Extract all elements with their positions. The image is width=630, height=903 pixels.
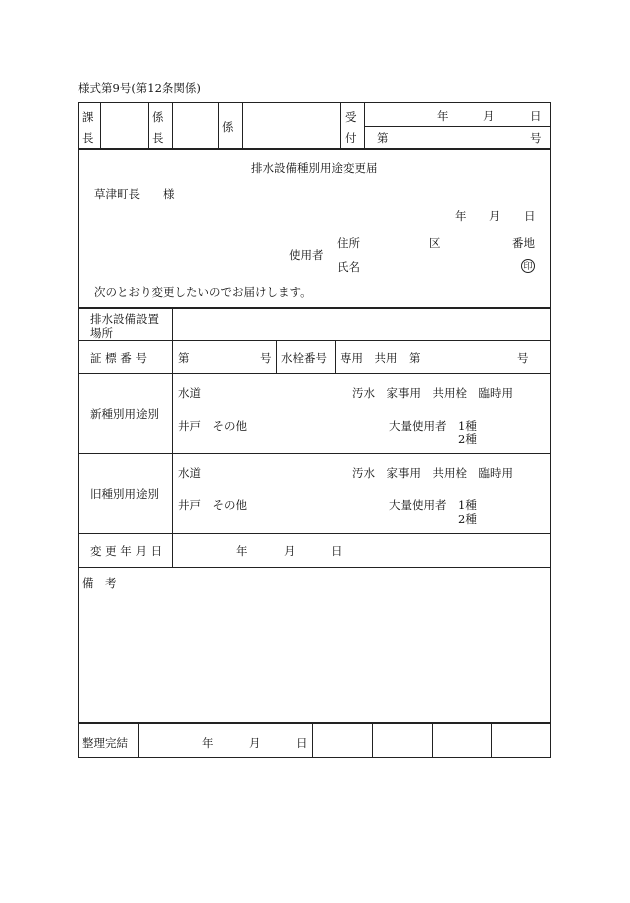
cert-go: 号 — [260, 351, 272, 365]
date-hi: 日 — [524, 209, 536, 223]
rule — [78, 722, 551, 724]
rule — [78, 453, 551, 454]
completion-tsuki: 月 — [249, 736, 261, 750]
rule — [172, 102, 173, 148]
completion-nen: 年 — [202, 736, 214, 750]
certificate-label: 証 標 番 号 — [90, 351, 147, 365]
old-ido: 井戸 その他 — [178, 498, 247, 512]
change-tsuki: 月 — [284, 544, 296, 558]
rule — [276, 340, 277, 373]
old-use-label: 旧種別用途別 — [90, 487, 159, 501]
new-ni: 2種 — [458, 432, 477, 446]
approval-nen: 年 — [437, 109, 449, 123]
new-use-label: 新種別用途別 — [90, 407, 159, 421]
hydrant-options: 専用 共用 第 — [340, 351, 421, 365]
new-suido: 水道 — [178, 386, 201, 400]
rule — [340, 102, 341, 148]
approval-go: 号 — [530, 131, 542, 145]
hydrant-go: 号 — [517, 351, 529, 365]
approval-uke: 受 — [345, 110, 357, 124]
rule — [242, 102, 243, 148]
banchi-label: 番地 — [512, 236, 535, 250]
addressee: 草津町長 様 — [94, 187, 175, 201]
statement: 次のとおり変更したいのでお届けします。 — [94, 285, 312, 299]
rule — [78, 533, 551, 534]
rule — [78, 307, 551, 309]
new-ido: 井戸 その他 — [178, 419, 247, 433]
rule — [432, 722, 433, 758]
hydrant-label: 水栓番号 — [281, 351, 327, 365]
approval-ka: 課 — [82, 110, 94, 124]
rule — [364, 102, 365, 148]
rule — [138, 722, 139, 758]
form-title: 排水設備種別用途変更届 — [251, 161, 378, 175]
approval-kakari: 係 — [152, 110, 164, 124]
approval-cho2: 長 — [152, 131, 164, 145]
rule — [218, 102, 219, 148]
approval-kakari2: 係 — [222, 120, 234, 134]
completion-label: 整理完結 — [82, 736, 128, 750]
date-tsuki: 月 — [489, 209, 501, 223]
rule — [78, 340, 551, 341]
approval-cho1: 長 — [82, 131, 94, 145]
approval-tsuki: 月 — [483, 109, 495, 123]
new-tairyo: 大量使用者 1種 — [389, 419, 477, 433]
address-label: 住所 — [337, 236, 360, 250]
new-osui: 汚水 家事用 共用栓 臨時用 — [352, 386, 513, 400]
old-tairyo: 大量使用者 1種 — [389, 498, 477, 512]
seal-mark: 印 — [521, 259, 535, 273]
ku-label: 区 — [429, 236, 441, 250]
old-osui: 汚水 家事用 共用栓 臨時用 — [352, 466, 513, 480]
approval-hi: 日 — [530, 109, 542, 123]
completion-hi: 日 — [296, 736, 308, 750]
rule — [372, 722, 373, 758]
approval-dai: 第 — [377, 131, 389, 145]
rule — [148, 102, 149, 148]
rule — [78, 567, 551, 568]
date-nen: 年 — [455, 209, 467, 223]
approval-tsuke: 付 — [345, 131, 357, 145]
rule — [312, 722, 313, 758]
change-hi: 日 — [331, 544, 343, 558]
rule — [491, 722, 492, 758]
rule — [335, 340, 336, 373]
form-id: 様式第9号(第12条関係) — [78, 81, 201, 95]
old-suido: 水道 — [178, 466, 201, 480]
old-ni: 2種 — [458, 512, 477, 526]
rule — [100, 102, 101, 148]
change-date-label: 変 更 年 月 日 — [90, 544, 163, 558]
user-label: 使用者 — [289, 248, 324, 262]
remarks-label: 備 考 — [82, 576, 117, 590]
rule — [78, 148, 551, 150]
rule — [172, 307, 173, 567]
location-label: 排水設備設置場所 — [90, 312, 159, 340]
rule — [78, 373, 551, 374]
cert-dai: 第 — [178, 351, 190, 365]
rule — [364, 126, 551, 127]
name-label: 氏名 — [337, 260, 360, 274]
change-nen: 年 — [236, 544, 248, 558]
